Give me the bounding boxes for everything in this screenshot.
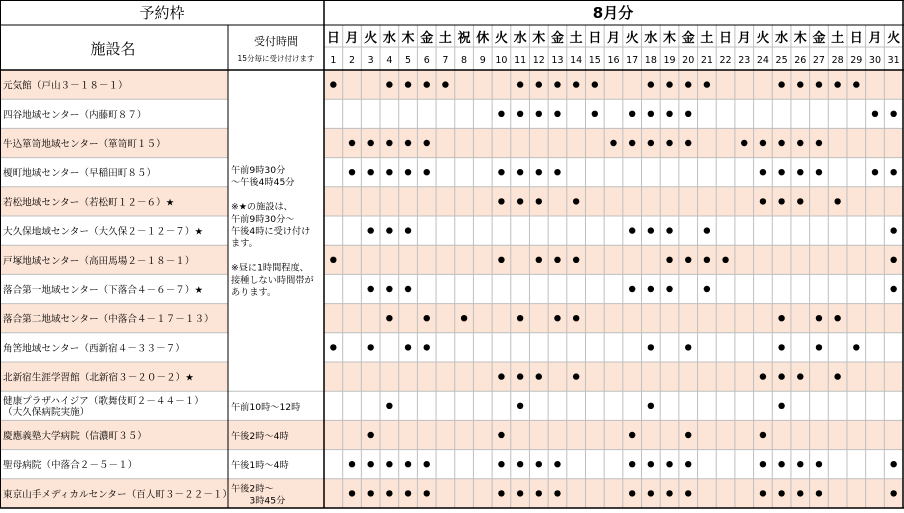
- day-number: 20: [682, 55, 695, 66]
- available-dot: [424, 461, 430, 467]
- available-dot: [890, 111, 896, 117]
- day-number: 25: [775, 55, 788, 66]
- available-dot: [704, 286, 710, 292]
- day-number: 31: [887, 55, 900, 66]
- available-dot: [405, 227, 411, 233]
- day-number: 5: [405, 55, 412, 66]
- available-dot: [778, 169, 784, 175]
- available-dot: [554, 81, 560, 87]
- available-dot: [498, 257, 504, 263]
- day-number: 29: [850, 55, 863, 66]
- day-number: 9: [479, 55, 486, 66]
- available-dot: [685, 111, 691, 117]
- available-dot: [330, 344, 336, 350]
- available-dot: [424, 315, 430, 321]
- available-dot: [890, 461, 896, 467]
- available-dot: [648, 461, 654, 467]
- reception-time-text: あります。: [231, 287, 277, 298]
- facility-name: 聖母病院（中落合２－５－１）: [3, 460, 138, 472]
- available-dot: [498, 169, 504, 175]
- day-weekday: 火: [364, 31, 378, 46]
- available-dot: [853, 81, 859, 87]
- available-dot: [367, 227, 373, 233]
- available-dot: [592, 111, 598, 117]
- available-dot: [573, 81, 579, 87]
- available-dot: [685, 344, 691, 350]
- day-weekday: 木: [401, 31, 415, 46]
- available-dot: [704, 81, 710, 87]
- available-dot: [386, 140, 392, 146]
- available-dot: [367, 432, 373, 438]
- available-dot: [834, 315, 840, 321]
- available-dot: [816, 81, 822, 87]
- day-weekday: 木: [793, 31, 807, 46]
- available-dot: [367, 169, 373, 175]
- day-weekday: 火: [625, 31, 639, 46]
- available-dot: [367, 286, 373, 292]
- facility-name: 榎町地域センター（早稲田町８５）: [3, 168, 157, 180]
- reception-time-text: 午後2時～: [231, 483, 274, 495]
- reception-time-header: 受付時間: [254, 35, 298, 48]
- available-dot: [797, 461, 803, 467]
- facility-name-header: 施設名: [90, 40, 136, 58]
- day-weekday: 水: [382, 31, 396, 46]
- day-number: 13: [551, 55, 564, 66]
- facility-name: 大久保地域センター（大久保２－１２－７）★: [3, 226, 204, 238]
- available-dot: [704, 257, 710, 263]
- day-number: 1: [330, 55, 337, 66]
- available-dot: [816, 315, 822, 321]
- reception-note: 15分毎に受け付けます: [237, 54, 315, 63]
- available-dot: [330, 257, 336, 263]
- available-dot: [797, 140, 803, 146]
- day-weekday: 日: [719, 31, 733, 46]
- day-weekday: 祝: [457, 31, 471, 46]
- available-dot: [367, 140, 373, 146]
- day-number: 15: [588, 55, 601, 66]
- available-dot: [834, 373, 840, 379]
- available-dot: [778, 140, 784, 146]
- available-dot: [778, 461, 784, 467]
- facility-name: 慶應義塾大学病院（信濃町３５）: [3, 431, 147, 442]
- available-dot: [405, 286, 411, 292]
- reception-time-text: 午後2時～4時: [231, 431, 289, 442]
- available-dot: [536, 490, 542, 496]
- day-number: 7: [442, 55, 449, 66]
- available-dot: [816, 461, 822, 467]
- available-dot: [834, 81, 840, 87]
- day-number: 18: [644, 55, 657, 66]
- available-dot: [498, 490, 504, 496]
- available-dot: [573, 257, 579, 263]
- day-weekday: 金: [812, 31, 826, 46]
- available-dot: [517, 403, 523, 409]
- available-dot: [760, 373, 766, 379]
- available-dot: [648, 490, 654, 496]
- day-weekday: 土: [700, 31, 714, 46]
- day-number: 14: [570, 55, 583, 66]
- available-dot: [554, 257, 560, 263]
- available-dot: [890, 169, 896, 175]
- available-dot: [648, 344, 654, 350]
- available-dot: [536, 169, 542, 175]
- available-dot: [349, 140, 355, 146]
- available-dot: [517, 461, 523, 467]
- available-dot: [610, 140, 616, 146]
- available-dot: [629, 461, 635, 467]
- available-dot: [424, 490, 430, 496]
- available-dot: [405, 81, 411, 87]
- available-dot: [816, 140, 822, 146]
- reception-time-text: 午前9時30分: [231, 165, 286, 176]
- day-weekday: 水: [644, 31, 658, 46]
- available-dot: [704, 227, 710, 233]
- facility-name: 元気館（戸山３－１８－１）: [3, 80, 128, 92]
- facility-name: 角筈地域センター（西新宿４－３３－７）: [3, 343, 185, 355]
- available-dot: [573, 315, 579, 321]
- day-weekday: 休: [476, 31, 490, 46]
- day-number: 22: [719, 55, 732, 66]
- available-dot: [536, 111, 542, 117]
- day-weekday: 金: [420, 31, 434, 46]
- day-weekday: 火: [756, 31, 770, 46]
- available-dot: [666, 461, 672, 467]
- day-number: 11: [514, 55, 527, 66]
- day-weekday: 金: [681, 31, 695, 46]
- available-dot: [424, 81, 430, 87]
- day-number: 17: [626, 55, 639, 66]
- day-weekday: 月: [868, 31, 882, 46]
- available-dot: [629, 140, 635, 146]
- available-dot: [517, 490, 523, 496]
- available-dot: [816, 490, 822, 496]
- available-dot: [573, 373, 579, 379]
- available-dot: [778, 315, 784, 321]
- available-dot: [666, 111, 672, 117]
- reception-time-text: 午前10時～12時: [231, 401, 301, 413]
- available-dot: [890, 286, 896, 292]
- available-dot: [666, 286, 672, 292]
- day-weekday: 金: [550, 31, 564, 46]
- facility-name: 健康プラザハイジア（歌舞伎町２－４４－１）: [3, 395, 204, 407]
- facility-name: 若松地域センター（若松町１２－６）★: [3, 197, 175, 209]
- day-weekday: 日: [326, 31, 340, 46]
- available-dot: [386, 286, 392, 292]
- day-weekday: 月: [606, 31, 621, 46]
- available-dot: [629, 490, 635, 496]
- day-weekday: 土: [569, 31, 583, 46]
- day-number: 27: [812, 55, 825, 66]
- available-dot: [890, 227, 896, 233]
- available-dot: [760, 461, 766, 467]
- available-dot: [536, 373, 542, 379]
- available-dot: [349, 490, 355, 496]
- available-dot: [498, 461, 504, 467]
- available-dot: [461, 315, 467, 321]
- available-dot: [386, 461, 392, 467]
- available-dot: [405, 344, 411, 350]
- available-dot: [685, 490, 691, 496]
- available-dot: [536, 257, 542, 263]
- available-dot: [797, 169, 803, 175]
- day-number: 4: [386, 55, 393, 66]
- reception-time-text: 接種しない時間帯が: [231, 274, 314, 286]
- reception-time-text: ※昼に1時間程度、: [231, 262, 309, 274]
- available-dot: [685, 257, 691, 263]
- available-dot: [722, 257, 728, 263]
- day-number: 26: [794, 55, 807, 66]
- available-dot: [536, 198, 542, 204]
- day-weekday: 水: [513, 31, 527, 46]
- facility-name: （大久保病院実施）: [3, 406, 90, 418]
- available-dot: [498, 373, 504, 379]
- available-dot: [778, 373, 784, 379]
- available-dot: [666, 257, 672, 263]
- available-dot: [629, 286, 635, 292]
- available-dot: [349, 169, 355, 175]
- available-dot: [666, 227, 672, 233]
- available-dot: [592, 81, 598, 87]
- reception-time-text: 午前9時30分～: [231, 213, 295, 225]
- available-dot: [648, 227, 654, 233]
- available-dot: [367, 490, 373, 496]
- available-dot: [778, 198, 784, 204]
- available-dot: [760, 140, 766, 146]
- reception-time-text: 午後4時に受け付け: [231, 226, 311, 237]
- available-dot: [349, 461, 355, 467]
- available-dot: [872, 111, 878, 117]
- available-dot: [872, 169, 878, 175]
- facility-name: 落合第二地域センター（中落合４－１７－１３）: [3, 314, 214, 326]
- available-dot: [536, 461, 542, 467]
- available-dot: [554, 315, 560, 321]
- available-dot: [648, 286, 654, 292]
- day-weekday: 月: [737, 31, 751, 46]
- available-dot: [685, 432, 691, 438]
- available-dot: [629, 227, 635, 233]
- available-dot: [517, 315, 523, 321]
- day-number: 2: [348, 55, 356, 66]
- reception-time-text: ～午後4時45分: [231, 177, 295, 189]
- day-weekday: 土: [438, 31, 452, 46]
- available-dot: [498, 111, 504, 117]
- day-weekday: 月: [345, 31, 359, 46]
- available-dot: [648, 403, 654, 409]
- available-dot: [778, 403, 784, 409]
- day-weekday: 日: [849, 31, 863, 46]
- available-dot: [367, 344, 373, 350]
- day-weekday: 火: [887, 31, 901, 46]
- day-number: 16: [607, 55, 620, 66]
- available-dot: [405, 140, 411, 146]
- day-number: 10: [495, 55, 508, 66]
- available-dot: [629, 432, 635, 438]
- available-dot: [498, 432, 504, 438]
- available-dot: [648, 81, 654, 87]
- available-dot: [367, 461, 373, 467]
- day-weekday: 木: [663, 31, 677, 46]
- booking-slot-header: 予約枠: [139, 4, 185, 22]
- day-weekday: 土: [831, 31, 845, 46]
- available-dot: [386, 315, 392, 321]
- available-dot: [890, 490, 896, 496]
- available-dot: [554, 490, 560, 496]
- reception-time-text: 3時45分: [231, 495, 286, 507]
- available-dot: [517, 81, 523, 87]
- available-dot: [853, 344, 859, 350]
- available-dot: [517, 111, 523, 117]
- available-dot: [834, 198, 840, 204]
- available-dot: [442, 81, 448, 87]
- available-dot: [666, 140, 672, 146]
- available-dot: [536, 81, 542, 87]
- available-dot: [554, 461, 560, 467]
- available-dot: [517, 198, 523, 204]
- day-number: 24: [756, 55, 769, 66]
- available-dot: [498, 198, 504, 204]
- facility-name: 東京山手メディカルセンター（百人町３－２２－１）: [3, 489, 233, 501]
- available-dot: [386, 81, 392, 87]
- available-dot: [797, 81, 803, 87]
- day-weekday: 水: [775, 31, 789, 46]
- day-number: 30: [868, 55, 882, 66]
- available-dot: [685, 461, 691, 467]
- available-dot: [741, 140, 747, 146]
- available-dot: [816, 344, 822, 350]
- available-dot: [816, 169, 822, 175]
- available-dot: [424, 344, 430, 350]
- month-header: 8月分: [592, 4, 634, 22]
- available-dot: [573, 198, 579, 204]
- available-dot: [405, 169, 411, 175]
- available-dot: [685, 81, 691, 87]
- available-dot: [760, 490, 766, 496]
- reception-time-text: 午後1時～4時: [231, 460, 289, 472]
- day-number: 12: [532, 55, 545, 66]
- available-dot: [554, 169, 560, 175]
- facility-name: 牛込箪笥地域センター（箪笥町１５）: [3, 139, 166, 150]
- available-dot: [554, 111, 560, 117]
- available-dot: [666, 81, 672, 87]
- available-dot: [760, 432, 766, 438]
- facility-name: 落合第一地域センター（下落合４－６－７）★: [3, 285, 204, 296]
- available-dot: [666, 490, 672, 496]
- available-dot: [760, 169, 766, 175]
- available-dot: [778, 81, 784, 87]
- available-dot: [797, 198, 803, 204]
- day-number: 19: [663, 55, 676, 66]
- available-dot: [424, 169, 430, 175]
- available-dot: [405, 490, 411, 496]
- available-dot: [890, 257, 896, 263]
- available-dot: [797, 373, 803, 379]
- day-number: 23: [738, 55, 751, 66]
- available-dot: [760, 198, 766, 204]
- available-dot: [517, 169, 523, 175]
- day-number: 8: [461, 55, 468, 66]
- available-dot: [797, 490, 803, 496]
- available-dot: [386, 169, 392, 175]
- available-dot: [648, 140, 654, 146]
- available-dot: [424, 140, 430, 146]
- available-dot: [386, 403, 392, 409]
- day-number: 6: [423, 55, 430, 66]
- facility-name: 四谷地域センター（内藤町８７）: [3, 109, 147, 121]
- day-weekday: 日: [588, 31, 602, 46]
- facility-name: 北新宿生涯学習館（北新宿３－２０－２）★: [3, 372, 194, 384]
- reception-time-text: ※★の施設は、: [231, 201, 293, 213]
- available-dot: [778, 344, 784, 350]
- available-dot: [330, 81, 336, 87]
- available-dot: [629, 111, 635, 117]
- reception-time-text: ます。: [231, 238, 258, 250]
- day-weekday: 木: [532, 31, 546, 46]
- available-dot: [386, 490, 392, 496]
- facility-name: 戸塚地域センター（高田馬場２－１８－１）: [3, 255, 195, 267]
- day-number: 21: [700, 55, 713, 66]
- available-dot: [778, 490, 784, 496]
- day-number: 28: [831, 55, 844, 66]
- available-dot: [405, 461, 411, 467]
- available-dot: [386, 227, 392, 233]
- available-dot: [517, 373, 523, 379]
- available-dot: [685, 140, 691, 146]
- day-weekday: 火: [494, 31, 508, 46]
- available-dot: [648, 111, 654, 117]
- day-number: 3: [367, 55, 374, 66]
